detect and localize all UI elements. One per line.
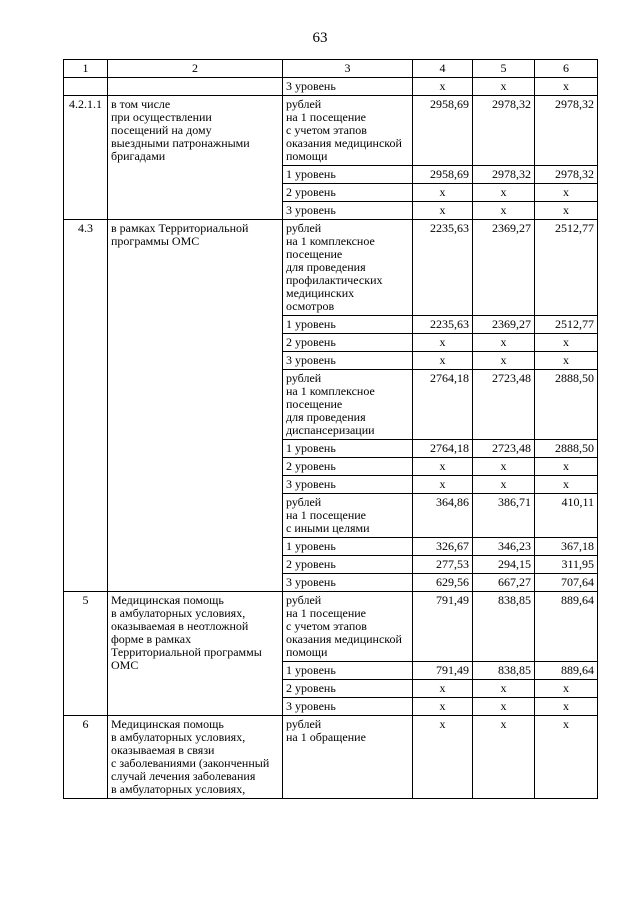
value-cell: x [473,680,535,698]
unit-row [64,96,598,166]
value-cell: 838,85 [473,592,535,662]
unit-cell: рублей на 1 посещение с иными целями [283,494,413,538]
value-cell: 2764,18 [413,440,473,458]
row-number: 4.2.1.1 [64,96,108,220]
value-cell: 838,85 [473,662,535,680]
value-cell: x [413,476,473,494]
value-cell: 629,56 [413,574,473,592]
value-cell: 2888,50 [535,370,598,440]
value-cell: x [413,352,473,370]
level-label: 2 уровень [283,184,413,202]
value-cell: x [473,716,535,799]
row-description: Медицинская помощь в амбулаторных условиях, оказываемая в неотложной форме в рамках Территориальной программы ОМС [108,592,283,716]
unit-row [64,220,598,316]
value-cell: x [473,78,535,96]
level-label: 3 уровень [283,202,413,220]
row-description [108,78,283,96]
level-label: 3 уровень [283,476,413,494]
value-cell: 889,64 [535,592,598,662]
value-cell: x [535,716,598,799]
value-cell: 889,64 [535,662,598,680]
value-cell: 364,86 [413,494,473,538]
value-cell: 2978,32 [473,166,535,184]
value-cell: 2512,77 [535,316,598,334]
value-cell: x [473,698,535,716]
unit-row [64,716,598,799]
value-cell: 2888,50 [535,440,598,458]
level-label: 1 уровень [283,316,413,334]
value-cell: x [473,476,535,494]
unit-cell: рублей на 1 посещение с учетом этапов оказания медицинской помощи [283,96,413,166]
row-description: Медицинская помощь в амбулаторных условиях, оказываемая в связи с заболеваниями (законченный случай лечения заболевания в амбулаторных условиях, [108,716,283,799]
column-number: 3 [283,60,413,78]
row-number: 4.3 [64,220,108,592]
value-cell: x [413,716,473,799]
level-label: 2 уровень [283,458,413,476]
unit-cell: рублей на 1 посещение с учетом этапов оказания медицинской помощи [283,592,413,662]
value-cell: 2369,27 [473,316,535,334]
value-cell: 2978,32 [473,96,535,166]
level-row [64,78,598,96]
column-number: 5 [473,60,535,78]
value-cell: x [473,458,535,476]
level-label: 3 уровень [283,698,413,716]
value-cell: x [413,680,473,698]
level-label: 3 уровень [283,78,413,96]
value-cell: x [535,458,598,476]
level-label: 1 уровень [283,166,413,184]
value-cell: 667,27 [473,574,535,592]
unit-cell: рублей на 1 комплексное посещение для проведения диспансеризации [283,370,413,440]
value-cell: x [413,334,473,352]
row-number [64,78,108,96]
level-label: 2 уровень [283,556,413,574]
value-cell: 367,18 [535,538,598,556]
value-cell: 346,23 [473,538,535,556]
row-number: 5 [64,592,108,716]
value-cell: x [535,476,598,494]
value-cell: 791,49 [413,662,473,680]
unit-cell: рублей на 1 обращение [283,716,413,799]
value-cell: x [473,202,535,220]
column-number: 6 [535,60,598,78]
value-cell: x [535,78,598,96]
value-cell: 707,64 [535,574,598,592]
value-cell: 2512,77 [535,220,598,316]
value-cell: x [535,334,598,352]
column-number: 4 [413,60,473,78]
unit-row [64,592,598,662]
value-cell: 2723,48 [473,440,535,458]
value-cell: x [535,184,598,202]
value-cell: x [535,680,598,698]
value-cell: x [535,352,598,370]
page-number: 63 [312,30,328,46]
value-cell: 294,15 [473,556,535,574]
column-number: 2 [108,60,283,78]
value-cell: 311,95 [535,556,598,574]
level-label: 1 уровень [283,440,413,458]
value-cell: x [473,184,535,202]
value-cell: 386,71 [473,494,535,538]
level-label: 2 уровень [283,680,413,698]
value-cell: x [413,698,473,716]
value-cell: 2369,27 [473,220,535,316]
value-cell: 2235,63 [413,220,473,316]
level-label: 1 уровень [283,662,413,680]
value-cell: 326,67 [413,538,473,556]
tariff-table [63,59,598,799]
value-cell: 791,49 [413,592,473,662]
unit-cell: рублей на 1 комплексное посещение для проведения профилактических медицинских осмотров [283,220,413,316]
value-cell: 2958,69 [413,166,473,184]
value-cell: 2723,48 [473,370,535,440]
column-number-row [64,60,598,78]
value-cell: x [413,184,473,202]
value-cell: 2978,32 [535,166,598,184]
row-number: 6 [64,716,108,799]
level-label: 1 уровень [283,538,413,556]
value-cell: 2978,32 [535,96,598,166]
value-cell: x [413,202,473,220]
level-label: 3 уровень [283,352,413,370]
value-cell: x [473,352,535,370]
value-cell: x [535,202,598,220]
value-cell: 2235,63 [413,316,473,334]
value-cell: 2764,18 [413,370,473,440]
value-cell: x [413,458,473,476]
column-number: 1 [64,60,108,78]
level-label: 2 уровень [283,334,413,352]
value-cell: 410,11 [535,494,598,538]
value-cell: x [413,78,473,96]
row-description: в рамках Территориальной программы ОМС [108,220,283,592]
row-description: в том числе при осуществлении посещений на дому выездными патронажными бригадами [108,96,283,220]
value-cell: 277,53 [413,556,473,574]
value-cell: 2958,69 [413,96,473,166]
level-label: 3 уровень [283,574,413,592]
value-cell: x [535,698,598,716]
value-cell: x [473,334,535,352]
